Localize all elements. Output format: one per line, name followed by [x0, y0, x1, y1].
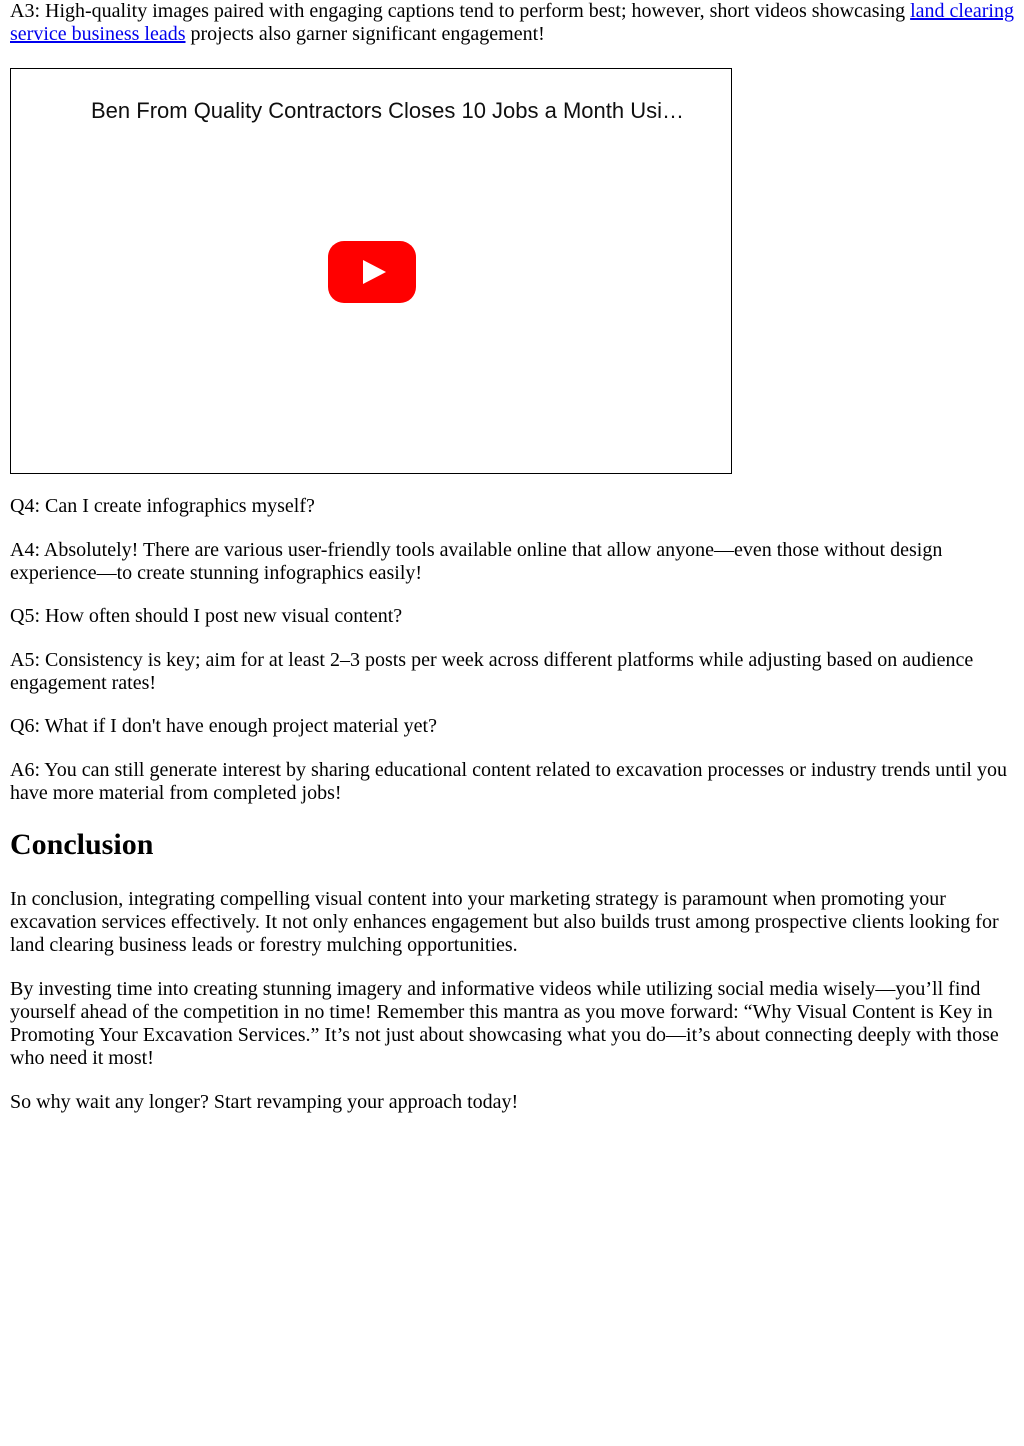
a3-text-after: projects also garner significant engagement!	[185, 23, 545, 45]
conclusion-paragraph-2: By investing time into creating stunning imagery and informative videos while utilizing social media wisely—you’ll find yourself ahead of the competition in no time! Remember this mantra as you move forward: “Why Visual Content is Key in Promoting Your Excavation Services.” It’s not just about showcasing what you do—it’s about connecting deeply with those who need it most!	[10, 978, 999, 1069]
conclusion-paragraph-1: In conclusion, integrating compelling visual content into your marketing strategy is paramount when promoting your excavation services effectively. It not only enhances engagement but also builds trust among prospective clients looking for land clearing business leads or forestry mulching opportunities.	[10, 888, 999, 956]
faq-answer-a5: A5: Consistency is key; aim for at least 2–3 posts per week across different platforms while adjusting based on audience engagement rates!	[10, 649, 974, 694]
a3-text-before: A3: High-quality images paired with engaging captions tend to perform best; however, short videos showcasing	[10, 0, 911, 22]
faq-question-q4: Q4: Can I create infographics myself?	[10, 495, 315, 517]
faq-question-q5: Q5: How often should I post new visual content?	[10, 605, 403, 627]
faq-answer-a6: A6: You can still generate interest by sharing educational content related to excavation processes or industry trends until you have more material from completed jobs!	[10, 759, 1007, 804]
youtube-play-icon[interactable]	[328, 241, 416, 303]
faq-question-q6: Q6: What if I don't have enough project material yet?	[10, 715, 437, 737]
faq-answer-a3	[10, 0, 1014, 46]
video-title[interactable]: Ben From Quality Contractors Closes 10 Jobs a Month Usi…	[91, 98, 685, 123]
conclusion-paragraph-3: So why wait any longer? Start revamping your approach today!	[10, 1091, 519, 1113]
land-clearing-leads-link[interactable]: land clearing service business leads	[10, 0, 1014, 45]
conclusion-heading: Conclusion	[10, 828, 154, 861]
embedded-video-player[interactable]	[10, 68, 732, 474]
faq-answer-a4: A4: Absolutely! There are various user-friendly tools available online that allow anyone—even those without design experience—to create stunning infographics easily!	[10, 539, 943, 584]
